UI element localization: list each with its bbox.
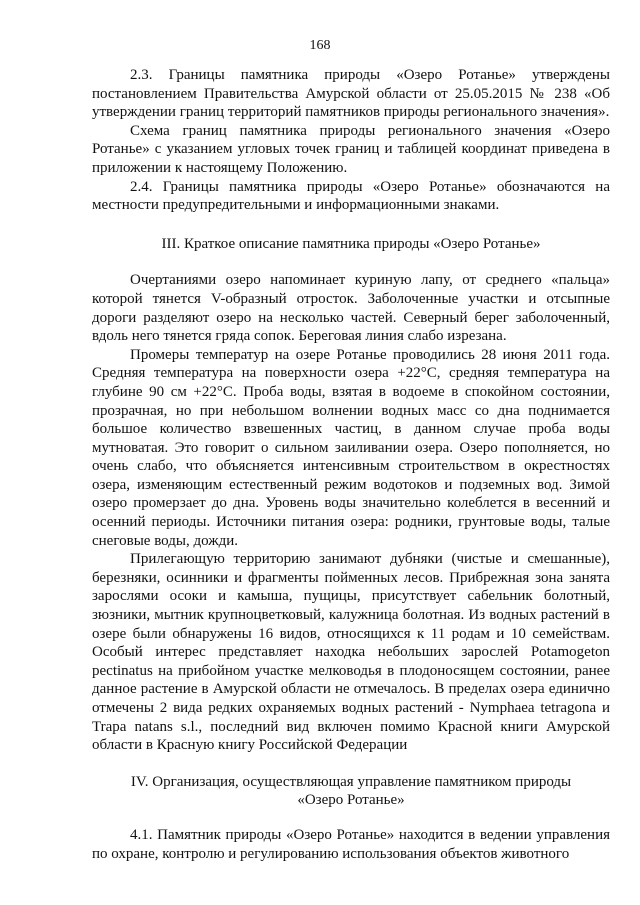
paragraph-scheme: Схема границ памятника природы регионального значения «Озеро Ротанье» с указанием угловых точек границ и таблицей координат приведена в приложении к настоящему Положению. [92,122,610,176]
paragraph-vegetation: Прилегающую территорию занимают дубняки (чистые и смешанные), березняки, осинники и фрагменты пойменных лесов. Прибрежная зона занята зарослями осоки и камыша, пущицы, присутствует сабельник болотный, зюзники, мытник крупноцветковый, калужница болотная. Из водных растений в озере были обнаружены 16 видов, относящихся к 11 родам и 10 семействам. Особый интерес представляет находка небольших зарослей Potamogeton pectinatus на прибойном участке мелководья в плодоносящем состоянии, ранее данное растение в Амурской области не отмечалось. В пределах озера единично отмечены 2 вида редких охраняемых водных растений - Nymphaea tetragona и Trapa natans s.l., последний вид включен помимо Красной книги Амурской области в Красную книгу Российской Федерации [92,551,610,754]
document-body [92,66,610,863]
paragraph-lake-shape: Очертаниями озеро напоминает куриную лапу, от среднего «пальца» которой тянется V-образный отросток. Заболоченные участки и отсыпные дороги разделяют озеро на несколько частей. Северный берег заболоченный, вдоль него тянется гряда сопок. Береговая линия слабо изрезана. [92,272,610,345]
section-4-heading-line-2: «Озеро Ротанье» [297,792,405,809]
paragraph-temperature: Промеры температур на озере Ротанье проводились 28 июня 2011 года. Средняя температура на поверхности озера +22°С, средняя температура на глубине 90 см +22°С. Проба воды, взятая в водоеме в спокойном состоянии, прозрачная, но при небольшом волнении водных масс со дна поднимается большое количество взвешенных частиц, в данном случае проба воды мутноватая. Это говорит о сильном заиливании озера. Озеро пополняется, но очень слабо, что объясняется интенсивным строительством в окрестностях озера, изменяющим естественный режим водотоков и подземных вод. Зимой озеро промерзает до дна. Уровень воды значительно колеблется в весенний и осенний периоды. Источники питания озера: родники, грунтовые воды, талые снеговые воды, дожди. [92,346,610,549]
paragraph-2-4: 2.4. Границы памятника природы «Озеро Ротанье» обозначаются на местности предупредительными и информационными знаками. [92,178,610,214]
section-4-heading-line-1: IV. Организация, осуществляющая управление памятником природы [130,773,572,790]
page-number: 168 [309,38,331,53]
paragraph-2-3: 2.3. Границы памятника природы «Озеро Ротанье» утверждены постановлением Правительства Амурской области от 25.05.2015 № 238 «Об утверждении границ территорий памятников природы регионального значения». [92,67,610,121]
paragraph-4-1: 4.1. Памятник природы «Озеро Ротанье» находится в ведении управления по охране, контролю и регулированию использования объектов животного [92,826,610,862]
section-3-heading: III. Краткое описание памятника природы «Озеро Ротанье» [161,235,541,252]
section-4-heading [92,773,610,810]
